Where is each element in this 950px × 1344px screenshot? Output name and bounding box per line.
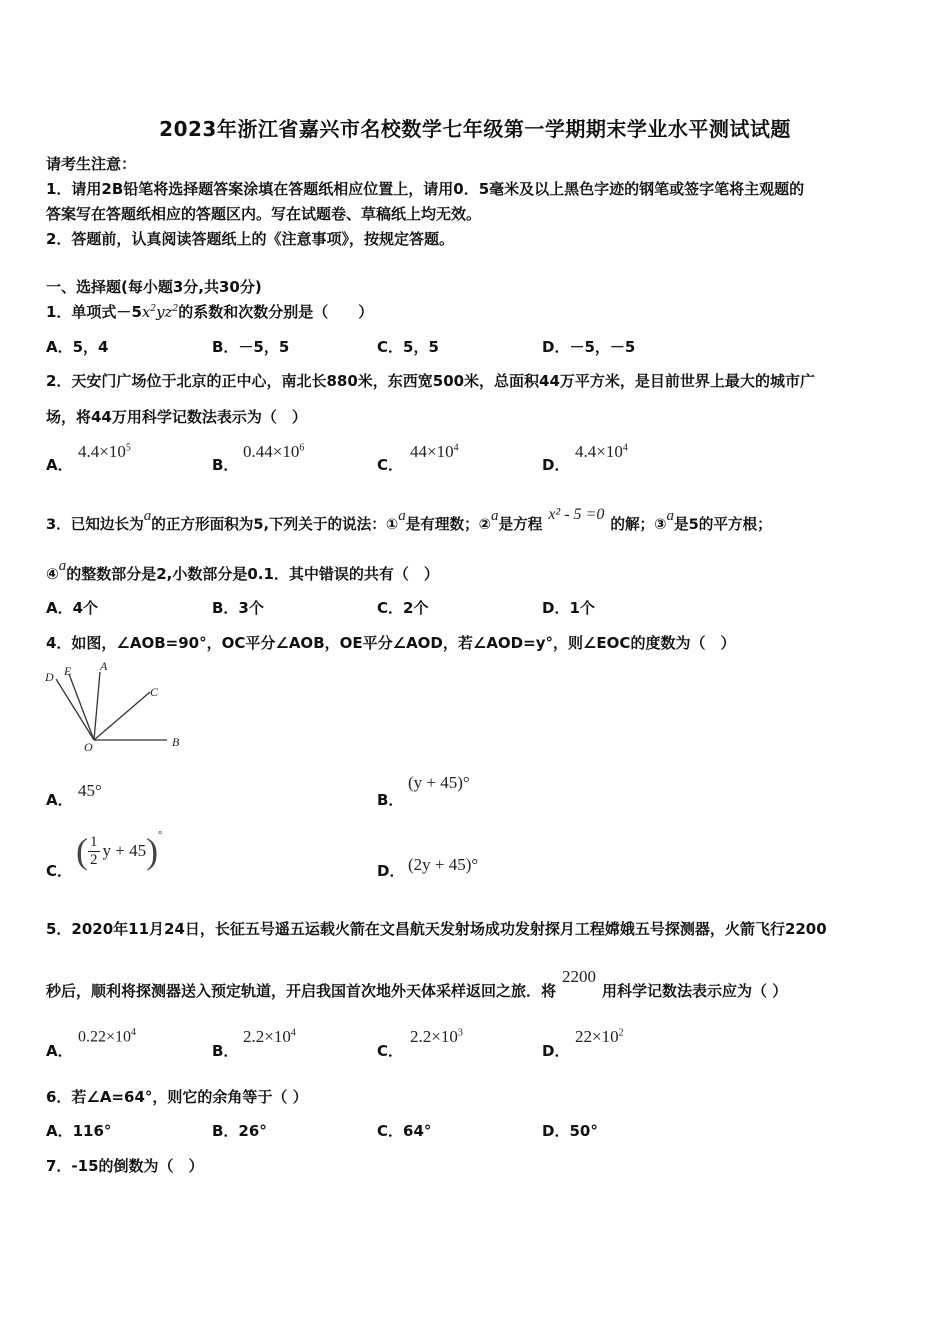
q4-option-a-label[interactable]: A． xyxy=(46,791,73,809)
q1-option-a[interactable]: A．5，4 xyxy=(46,338,109,356)
question-3-line-2: ④a的整数部分是2,小数部分是0.1．其中错误的共有（ ） xyxy=(46,558,439,583)
figure-label-d: D xyxy=(45,670,54,684)
question-6: 6．若∠A=64°，则它的余角等于（ ） xyxy=(46,1088,308,1106)
q3-option-a[interactable]: A．4个 xyxy=(46,599,99,617)
q4-option-d-label[interactable]: D． xyxy=(377,862,405,880)
figure-label-a: A xyxy=(100,662,108,673)
q1-option-b[interactable]: B．－5，5 xyxy=(212,338,290,356)
question-5-line-2: 秒后，顺利将探测器送入预定轨道，开启我国首次地外天体采样返回之旅．将2200用科学记数法表示应为（ ） xyxy=(46,967,788,1000)
angle-figure xyxy=(42,662,192,757)
q6-option-d[interactable]: D．50° xyxy=(542,1122,598,1140)
q4-option-b-value[interactable]: (y + 45)° xyxy=(408,773,470,792)
question-7: 7．-15的倒数为（ ） xyxy=(46,1157,204,1175)
figure-label-b: B xyxy=(172,735,180,749)
q4-option-c-value[interactable]: ( $\frac{1}{2}$ y + 45)° xyxy=(76,830,163,871)
q2-option-c-value[interactable]: $44\times 10^4$ xyxy=(410,442,459,461)
q4-option-a-value[interactable]: 45° xyxy=(78,781,102,800)
section-heading: 一、选择题(每小题3分,共30分) xyxy=(46,278,262,296)
page-title: 2023年浙江省嘉兴市名校数学七年级第一学期期末学业水平测试试题 xyxy=(159,117,791,141)
q6-option-c[interactable]: C．64° xyxy=(377,1122,432,1140)
question-4: 4．如图，∠AOB=90°，OC平分∠AOB，OE平分∠AOD，若∠AOD=y°，则∠EOC的度数为（ ） xyxy=(46,634,736,652)
q2-option-b-label[interactable]: B． xyxy=(212,456,239,474)
figure-label-c: C xyxy=(150,685,159,699)
notice-heading: 请考生注意： xyxy=(46,155,137,173)
question-1-prefix: 1．单项式－5 xyxy=(46,303,142,321)
q5-option-a-label[interactable]: A． xyxy=(46,1042,73,1060)
notice-item-1-line-2: 答案写在答题纸相应的答题区内。写在试题卷、草稿纸上均无效。 xyxy=(46,205,482,223)
notice-item-1-line-1: 1．请用2B铅笔将选择题答案涂填在答题纸相应位置上，请用0．5毫米及以上黑色字迹的钢笔或签字笔将主观题的 xyxy=(46,180,805,198)
question-3-line-1: 3．已知边长为a的正方形面积为5,下列关于的说法：①a是有理数；②a是方程x² - 5 =0的解；③a是5的平方根； xyxy=(46,506,772,533)
question-1-suffix: 的系数和次数分别是（ ） xyxy=(178,303,374,321)
q1-option-c[interactable]: C．5，5 xyxy=(377,338,439,356)
q3-option-b[interactable]: B．3个 xyxy=(212,599,264,617)
q2-option-a-label[interactable]: A． xyxy=(46,456,73,474)
q5-option-c-value[interactable]: $2.2\times 10^3$ xyxy=(410,1027,463,1046)
q5-option-d-label[interactable]: D． xyxy=(542,1042,570,1060)
q2-option-d-value[interactable]: $4.4\times 10^4$ xyxy=(575,442,628,461)
q3-option-d[interactable]: D．1个 xyxy=(542,599,595,617)
q2-option-c-label[interactable]: C． xyxy=(377,456,404,474)
figure-label-e: E xyxy=(64,664,72,678)
q4-option-c-label[interactable]: C． xyxy=(46,862,73,880)
equation: x² - 5 =0 xyxy=(548,506,605,523)
question-5-line-1: 5．2020年11月24日，长征五号遥五运载火箭在文昌航天发射场成功发射探月工程嫦娥五号探测器，火箭飞行2200 xyxy=(46,920,827,938)
q4-option-b-label[interactable]: B． xyxy=(377,791,404,809)
q6-option-a[interactable]: A．116° xyxy=(46,1122,112,1140)
question-1 xyxy=(46,301,373,322)
notice-item-2: 2．答题前，认真阅读答题纸上的《注意事项》，按规定答题。 xyxy=(46,230,454,248)
q2-option-b-value[interactable]: $0.44\times 10^6$ xyxy=(243,442,305,461)
q5-option-d-value[interactable]: $22\times 10^2$ xyxy=(575,1027,624,1046)
q2-option-d-label[interactable]: D． xyxy=(542,456,570,474)
question-2-line-2: 场，将44万用科学记数法表示为（ ） xyxy=(46,408,307,426)
q1-option-d[interactable]: D．－5，－5 xyxy=(542,338,636,356)
monomial-expression: $x^2yz^2$ xyxy=(141,303,179,321)
q6-option-b[interactable]: B．26° xyxy=(212,1122,267,1140)
q4-option-d-value[interactable]: (2y + 45)° xyxy=(408,855,479,874)
question-2-line-1: 2．天安门广场位于北京的正中心，南北长880米，东西宽500米，总面积44万平方米，是目前世界上最大的城市广 xyxy=(46,372,815,390)
q5-option-b-value[interactable]: $2.2\times 10^4$ xyxy=(243,1027,296,1046)
figure-label-o: O xyxy=(84,740,93,754)
q2-option-a-value[interactable]: $4.4\times 10^5$ xyxy=(78,442,131,461)
q5-option-c-label[interactable]: C． xyxy=(377,1042,404,1060)
number-2200: 2200 xyxy=(562,967,597,986)
q3-option-c[interactable]: C．2个 xyxy=(377,599,429,617)
q5-option-a-value[interactable]: $0.22\times 10^4$ xyxy=(78,1027,137,1046)
q5-option-b-label[interactable]: B． xyxy=(212,1042,239,1060)
